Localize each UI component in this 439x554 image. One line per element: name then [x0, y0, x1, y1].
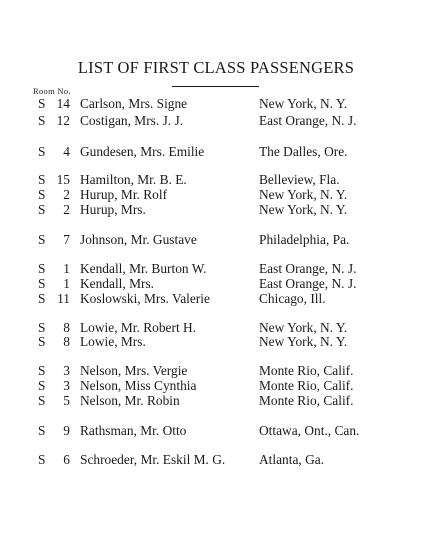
- room-number: 1: [63, 276, 70, 291]
- passenger-name: Nelson, Mr. Robin: [80, 393, 180, 408]
- room-number: 2: [63, 187, 70, 202]
- room-letter: S: [38, 113, 46, 128]
- passenger-destination: Monte Rio, Calif.: [259, 378, 354, 393]
- room-number: 12: [56, 113, 70, 128]
- room-letter: S: [38, 96, 46, 111]
- passenger-name: Hamilton, Mr. B. E.: [80, 172, 187, 187]
- room-letter: S: [38, 452, 46, 467]
- passenger-name: Nelson, Mrs. Vergie: [80, 363, 188, 378]
- room-number: 11: [57, 291, 70, 306]
- passenger-name: Hurup, Mr. Rolf: [80, 187, 168, 202]
- room-number: 2: [63, 202, 70, 217]
- passenger-row: [0, 393, 439, 409]
- passenger-name: Johnson, Mr. Gustave: [80, 232, 197, 247]
- passenger-name: Carlson, Mrs. Signe: [80, 96, 188, 111]
- room-letter: S: [38, 172, 46, 187]
- passenger-destination: East Orange, N. J.: [259, 276, 357, 291]
- room-number: 14: [56, 96, 70, 111]
- passenger-name: Koslowski, Mrs. Valerie: [80, 291, 210, 306]
- room-column-header: Room No.: [33, 86, 71, 96]
- passenger-name: Hurup, Mrs.: [80, 202, 146, 217]
- passenger-destination: New York, N. Y.: [259, 320, 348, 335]
- room-number: 8: [63, 320, 70, 335]
- passenger-name: Lowie, Mr. Robert H.: [80, 320, 197, 335]
- room-letter: S: [38, 232, 46, 247]
- room-letter: S: [38, 261, 46, 276]
- room-letter: S: [38, 423, 46, 438]
- passenger-name: Nelson, Miss Cynthia: [80, 378, 197, 393]
- room-number: 7: [63, 232, 70, 247]
- passenger-destination: New York, N. Y.: [259, 96, 348, 111]
- passenger-name: Kendall, Mr. Burton W.: [80, 261, 207, 276]
- passenger-row: [0, 187, 439, 203]
- passenger-name: Kendall, Mrs.: [80, 276, 155, 291]
- room-letter: S: [38, 334, 46, 349]
- passenger-destination: East Orange, N. J.: [259, 113, 357, 128]
- room-number: 1: [63, 261, 70, 276]
- room-number: 4: [63, 144, 70, 159]
- passenger-destination: Belleview, Fla.: [259, 172, 340, 187]
- passenger-destination: Monte Rio, Calif.: [259, 363, 354, 378]
- passenger-destination: Philadelphia, Pa.: [259, 232, 350, 247]
- passenger-row: [0, 96, 439, 112]
- passenger-destination: Monte Rio, Calif.: [259, 393, 354, 408]
- passenger-row: [0, 144, 439, 160]
- passenger-row: [0, 378, 439, 394]
- passenger-name: Gundesen, Mrs. Emilie: [80, 144, 205, 159]
- room-letter: S: [38, 291, 46, 306]
- passenger-destination: Atlanta, Ga.: [259, 452, 325, 467]
- passenger-destination: Ottawa, Ont., Can.: [259, 423, 360, 438]
- page-title: LIST OF FIRST CLASS PASSENGERS: [77, 58, 355, 77]
- passenger-row: [0, 291, 439, 307]
- passenger-name: Lowie, Mrs.: [80, 334, 146, 349]
- room-letter: S: [38, 276, 46, 291]
- passenger-destination: New York, N. Y.: [259, 202, 348, 217]
- passenger-row: [0, 113, 439, 129]
- room-letter: S: [38, 363, 46, 378]
- passenger-name: Rathsman, Mr. Otto: [80, 423, 187, 438]
- room-letter: S: [38, 144, 46, 159]
- room-number: 9: [63, 423, 70, 438]
- room-number: 3: [63, 363, 70, 378]
- passenger-destination: East Orange, N. J.: [259, 261, 357, 276]
- room-number: 3: [63, 378, 70, 393]
- room-letter: S: [38, 320, 46, 335]
- room-letter: S: [38, 202, 46, 217]
- passenger-destination: New York, N. Y.: [259, 187, 348, 202]
- passenger-row: [0, 202, 439, 218]
- room-number: 8: [63, 334, 70, 349]
- passenger-row: [0, 363, 439, 379]
- passenger-destination: Chicago, Ill.: [259, 291, 326, 306]
- passenger-row: [0, 334, 439, 350]
- room-letter: S: [38, 378, 46, 393]
- passenger-row: [0, 261, 439, 277]
- room-letter: S: [38, 393, 46, 408]
- passenger-name: Schroeder, Mr. Eskil M. G.: [80, 452, 226, 467]
- passenger-name: Costigan, Mrs. J. J.: [80, 113, 184, 128]
- room-number: 5: [63, 393, 70, 408]
- passenger-row: [0, 452, 439, 468]
- passenger-row: [0, 276, 439, 292]
- passenger-destination: New York, N. Y.: [259, 334, 348, 349]
- room-number: 15: [56, 172, 70, 187]
- passenger-destination: The Dalles, Ore.: [259, 144, 348, 159]
- passenger-row: [0, 232, 439, 248]
- room-letter: S: [38, 187, 46, 202]
- passenger-row: [0, 423, 439, 439]
- room-number: 6: [63, 452, 70, 467]
- passenger-row: [0, 172, 439, 188]
